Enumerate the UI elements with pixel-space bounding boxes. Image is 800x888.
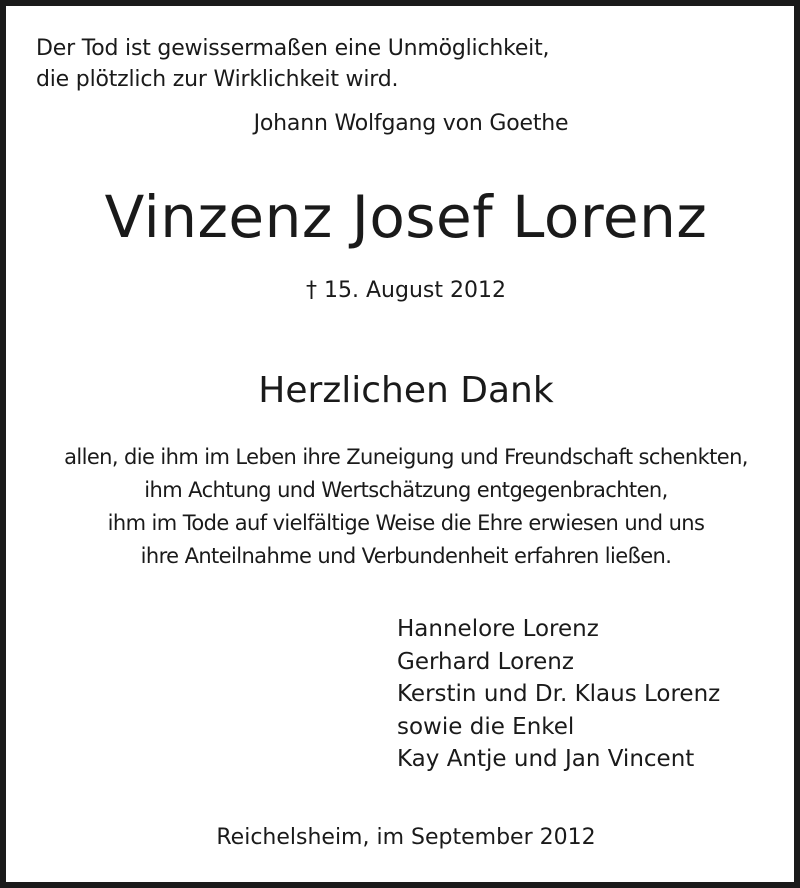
signer: Hannelore Lorenz [397, 616, 599, 642]
signers-list [397, 613, 720, 776]
signer: Gerhard Lorenz [397, 648, 574, 675]
thanks-line: allen, die ihm im Leben ihre Zuneigung und Freundschaft schenkten, [64, 445, 748, 469]
thanks-text [6, 441, 800, 573]
signer: Kerstin und Dr. Klaus Lorenz [397, 681, 721, 707]
signer: Kay Antje und Jan Vincent [397, 746, 695, 772]
death-date: † 15. August 2012 [306, 278, 506, 303]
quote-author: Johann Wolfgang von Goethe [253, 111, 569, 136]
place-date: Reichelsheim, im September 2012 [216, 825, 596, 850]
thanks-line: ihre Anteilnahme und Verbundenheit erfahren ließen. [140, 544, 672, 568]
signer: sowie die Enkel [397, 713, 575, 740]
quote-line: die plötzlich zur Wirklichkeit wird. [36, 67, 399, 92]
quote-line: Der Tod ist gewissermaßen eine Unmöglichkeit, [36, 36, 550, 61]
deceased-name: Vinzenz Josef Lorenz [104, 183, 708, 251]
thanks-line: ihm im Tode auf vielfältige Weise die Ehre erwiesen und uns [107, 511, 705, 535]
thanks-heading: Herzlichen Dank [258, 370, 554, 411]
thanks-line: ihm Achtung und Wertschätzung entgegenbrachten, [144, 478, 668, 502]
